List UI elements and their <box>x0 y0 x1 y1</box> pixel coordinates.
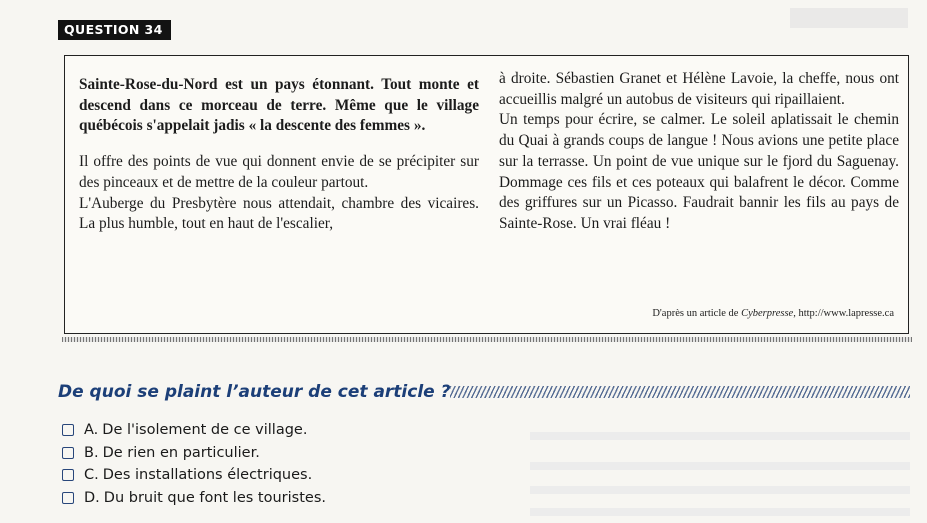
checkbox-icon[interactable] <box>62 447 74 459</box>
option-text: De rien en particulier. <box>102 444 260 461</box>
question-number-badge: QUESTION 34 <box>58 20 171 40</box>
article-paragraph: Il offre des points de vue qui donnent envie de se précipiter sur des pinceaux et de mettre de la couleur partout. <box>79 153 479 191</box>
answer-options <box>62 419 326 509</box>
option-letter: B. <box>84 444 99 461</box>
checkbox-icon[interactable] <box>62 492 74 504</box>
answer-option-b[interactable] <box>62 442 326 465</box>
option-letter: C. <box>84 467 99 484</box>
source-url: , http://www.lapresse.ca <box>793 308 894 319</box>
article-left-column <box>79 75 479 235</box>
scan-bleed-through <box>530 462 910 470</box>
article-source <box>652 308 894 319</box>
checkbox-icon[interactable] <box>62 469 74 481</box>
option-text: Du bruit que font les touristes. <box>103 489 326 506</box>
question-row <box>58 382 910 406</box>
article-excerpt-box <box>64 55 909 334</box>
answer-option-a[interactable] <box>62 419 326 442</box>
article-right-column <box>499 69 899 235</box>
scan-bleed-through <box>530 486 910 494</box>
answer-option-d[interactable] <box>62 487 326 510</box>
article-paragraph: à droite. Sébastien Granet et Hélène Lavoie, la cheffe, nous ont accueillis malgré un autobus de visiteurs qui ripaillaient. <box>499 70 899 108</box>
option-letter: A. <box>84 422 99 439</box>
article-paragraph: Un temps pour écrire, se calmer. Le soleil aplatissait le chemin du Quai à grands coups de langue ! Nous avions une petite place sur la terrasse. Un point de vue unique sur le fjord du Saguenay. Dommage ces fils et ces poteaux qui balafrent le décor. Comme des griffures sur un Picasso. Faudrait bannir les fils au pays de Sainte-Rose. Un vrai fléau ! <box>499 111 899 232</box>
option-text: De l'isolement de ce village. <box>102 422 308 439</box>
scan-bleed-through <box>790 8 908 28</box>
checkbox-icon[interactable] <box>62 424 74 436</box>
question-prompt: De quoi se plaint l’auteur de cet article ? <box>58 382 451 402</box>
option-text: Des installations électriques. <box>102 467 313 484</box>
decorative-hatch <box>450 386 910 398</box>
article-paragraph: L'Auberge du Presbytère nous attendait, chambre des vicaires. La plus humble, tout en haut de l'escalier, <box>79 194 479 233</box>
source-prefix: D'après un article de <box>652 308 739 319</box>
article-lead: Sainte-Rose-du-Nord est un pays étonnant. Tout monte et descend dans ce morceau de terre. Même que le village québécois s'appelait jadis « la descente des femmes ». <box>79 76 479 135</box>
answer-option-c[interactable] <box>62 464 326 487</box>
scan-bleed-through <box>530 432 910 440</box>
option-letter: D. <box>84 489 100 506</box>
box-divider <box>62 337 912 342</box>
source-publication: Cyberpresse <box>741 308 794 319</box>
scan-bleed-through <box>530 508 910 516</box>
